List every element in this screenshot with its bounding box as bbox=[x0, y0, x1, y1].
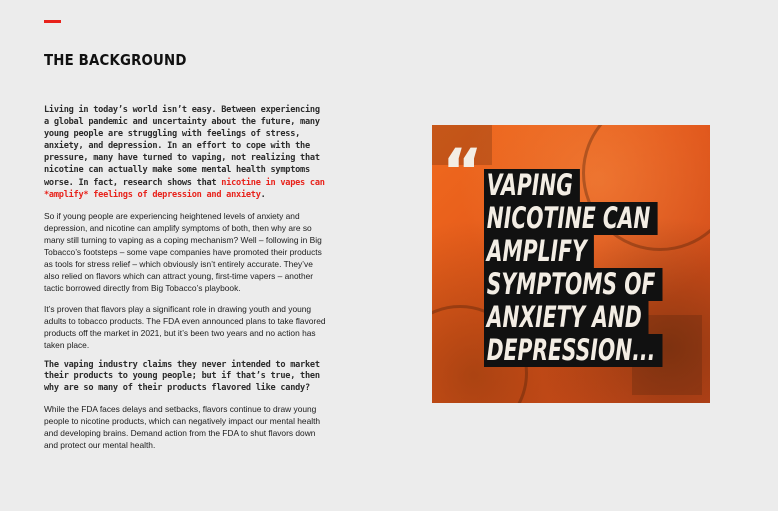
quote-mark-icon: “ bbox=[442, 135, 483, 208]
lead-text: Living in today’s world isn’t easy. Between experiencing a global pandemic and uncertainty about the future, many young people are struggling with feelings of stress, anxiety, and depression. In an effort to cope with the pressure, many have turned to vaping, not realizing that nicotine can actually make some mental health symptoms worse. In fact, research shows that bbox=[44, 105, 320, 188]
research-link[interactable]: nicotine in vapes can *amplify* feelings of depression and anxiety bbox=[44, 177, 325, 200]
quote-line: SYMPTOMS OF bbox=[484, 268, 662, 301]
quote-image bbox=[432, 125, 710, 403]
quote-line: AMPLIFY bbox=[484, 235, 594, 268]
paragraph-flavors: It’s proven that flavors play a significant role in drawing youth and young adults to tobacco products. The FDA even announced plans to take flavored products off the market in 2021, but it’s been two years and no action has taken place. bbox=[44, 303, 326, 350]
quote-lines bbox=[484, 169, 710, 367]
lead-paragraph bbox=[44, 104, 326, 201]
quote-line: ANXIETY AND bbox=[484, 301, 649, 334]
question-paragraph: The vaping industry claims they never intended to market their products to young people; but if that’s true, then why are so many of their products flavored like candy? bbox=[44, 359, 320, 394]
quote-line: NICOTINE CAN bbox=[484, 202, 657, 235]
lead-end: . bbox=[260, 189, 266, 200]
accent-bar bbox=[44, 20, 61, 23]
article-content bbox=[44, 104, 326, 460]
paragraph-call-to-action: While the FDA faces delays and setbacks, flavors continue to draw young people to nicotine products, which can negatively impact our mental health and developing brains. Demand action from the FDA to shut flavors down and protect our mental health. bbox=[44, 403, 321, 450]
quote-line: VAPING bbox=[484, 169, 580, 202]
paragraph-coping: So if young people are experiencing heightened levels of anxiety and depression, and nicotine can amplify symptoms of both, then why are so many still turning to vaping as a coping mechanism? Well – following in Big Tobacco’s footsteps – some vape companies have promoted their products as tools for stress relief – which obviously isn’t entirely accurate. They’ve also relied on flavors which can attract young, first-time vapers – another tactic borrowed directly from Big Tobacco’s playbook. bbox=[44, 210, 322, 293]
quote-line: DEPRESSION... bbox=[484, 334, 662, 367]
section-heading: THE BACKGROUND bbox=[44, 51, 187, 69]
